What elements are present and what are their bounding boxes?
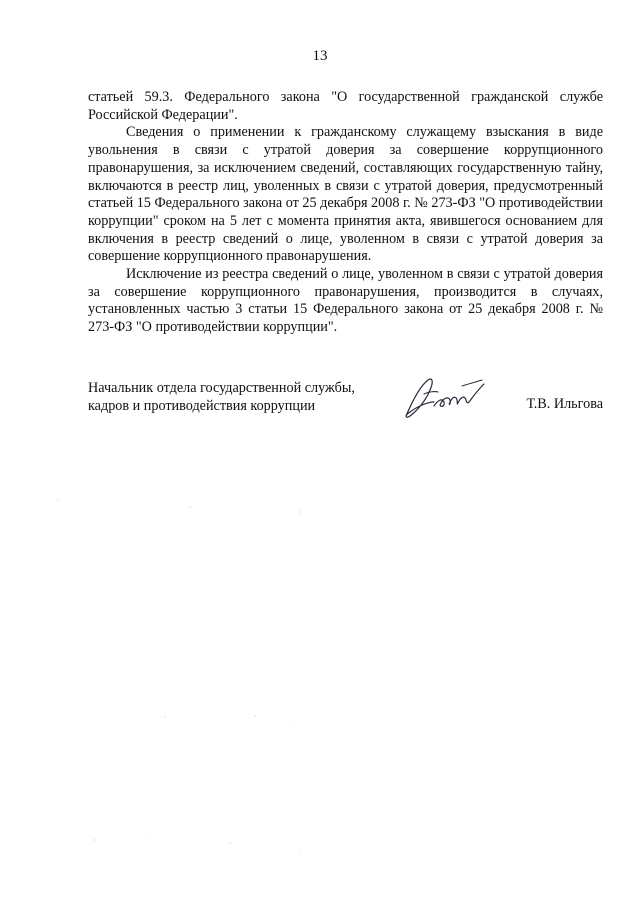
handwritten-signature xyxy=(398,372,488,424)
paragraph-continuation: статьей 59.3. Федерального закона "О государственной гражданской службе Российской Федерации". xyxy=(88,89,603,123)
signer-position xyxy=(88,380,355,415)
signature-block xyxy=(88,380,603,440)
document-body xyxy=(88,89,603,337)
paragraph-dismissal-registry: Сведения о применении к гражданскому служащему взыскания в виде увольнения в связи с утратой доверия за совершение коррупционного правонарушения, за исключением сведений, составляющих государственную тайну, включаются в реестр лиц, уволенных в связи с утратой доверия, предусмотренный статьей 15 Федерального закона от 25 декабря 2008 г. № 273-ФЗ "О противодействии коррупции" сроком на 5 лет с момента принятия акта, явившегося основанием для включения в реестр сведений о лице, уволенном в связи с утратой доверия за совершение коррупционного правонарушения. xyxy=(88,124,603,265)
page-number: 13 xyxy=(312,48,328,64)
signer-position-line2: кадров и противодействия коррупции xyxy=(88,397,316,414)
signer-name: Т.В. Ильгова xyxy=(526,396,603,412)
paragraph-registry-exclusion: Исключение из реестра сведений о лице, уволенном в связи с утратой доверия за совершение коррупционного правонарушения, производится в случаях, установленных частью 3 статьи 15 Федерального закона от 25 декабря 2008 г. № 273-ФЗ "О противодействии коррупции". xyxy=(88,266,603,336)
signer-position-line1: Начальник отдела государственной службы, xyxy=(88,380,355,396)
